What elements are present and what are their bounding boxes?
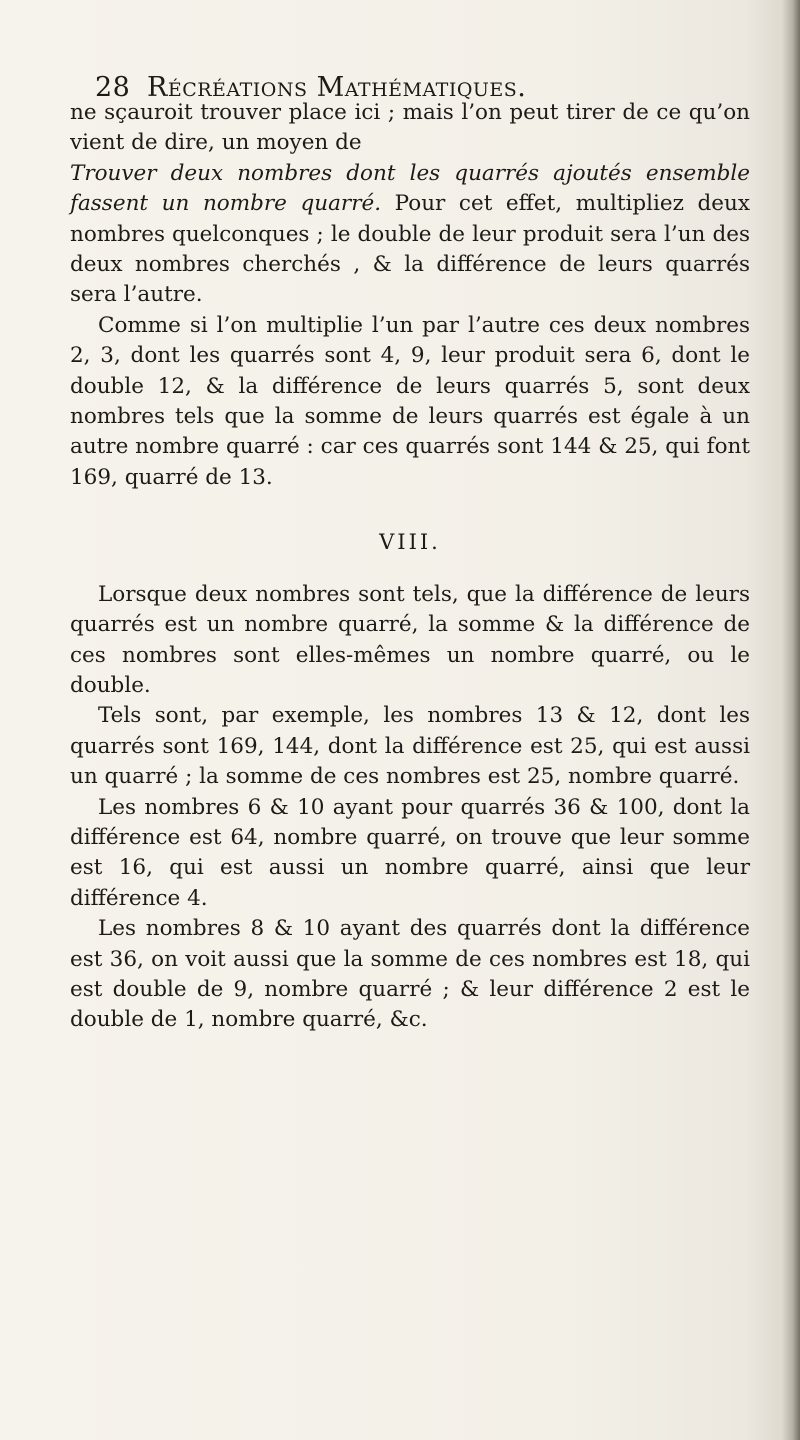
section-heading: VIII. — [379, 530, 441, 555]
paragraph-3: Lorsque deux nombres sont tels, que la différence de leurs quarrés est un nombre quarré, la somme & la différence de ces nombres sont elles-mêmes un nombre quarré, ou le double. — [70, 581, 750, 698]
problem-statement: Trouver deux nombres dont les quarrés ajoutés ensemble fassent un nombre quarré. — [70, 160, 750, 217]
paragraph-1 — [70, 98, 750, 311]
paragraph-1-lead: ne sçauroit trouver place ici ; mais l’on peut tirer de ce qu’on vient de dire, un moyen de — [70, 100, 750, 156]
page-number: 28 — [95, 72, 131, 103]
running-title: Récréations Mathématiques. — [147, 72, 527, 103]
paragraph-2: Comme si l’on multiplie l’un par l’autre ces deux nombres 2, 3, dont les quarrés sont 4, 9, leur produit sera 6, dont le double 12, & la différence de leurs quarrés 5, sont deux nombres tels que la somme de leurs quarrés est égale à un autre nombre quarré : car ces quarrés sont 144 & 25, qui font 169, quarré de 13. — [70, 312, 750, 490]
paragraph-6: Les nombres 8 & 10 ayant des quarrés dont la différence est 36, on voit aussi que la somme de ces nombres est 18, qui est double de 9, nombre quarré ; & leur différence 2 est le double de 1, nombre quarré, &c. — [70, 916, 750, 1033]
page-edge-shadow — [782, 0, 800, 1440]
paragraph-4: Tels sont, par exemple, les nombres 13 & 12, dont les quarrés sont 169, 144, dont la différence est 25, qui est aussi un quarré ; la somme de ces nombres est 25, nombre quarré. — [70, 703, 750, 790]
paragraph-1-tail: Pour cet effet, multipliez deux nombres quelconques ; le double de leur produit sera l’un des deux nombres cherchés , & la différence de leurs quarrés sera l’autre. — [70, 191, 750, 308]
paragraph-5: Les nombres 6 & 10 ayant pour quarrés 36 & 100, dont la différence est 64, nombre quarré, on trouve que leur somme est 16, qui est aussi un nombre quarré, ainsi que leur différence 4. — [70, 794, 750, 911]
body-text — [70, 98, 750, 1036]
